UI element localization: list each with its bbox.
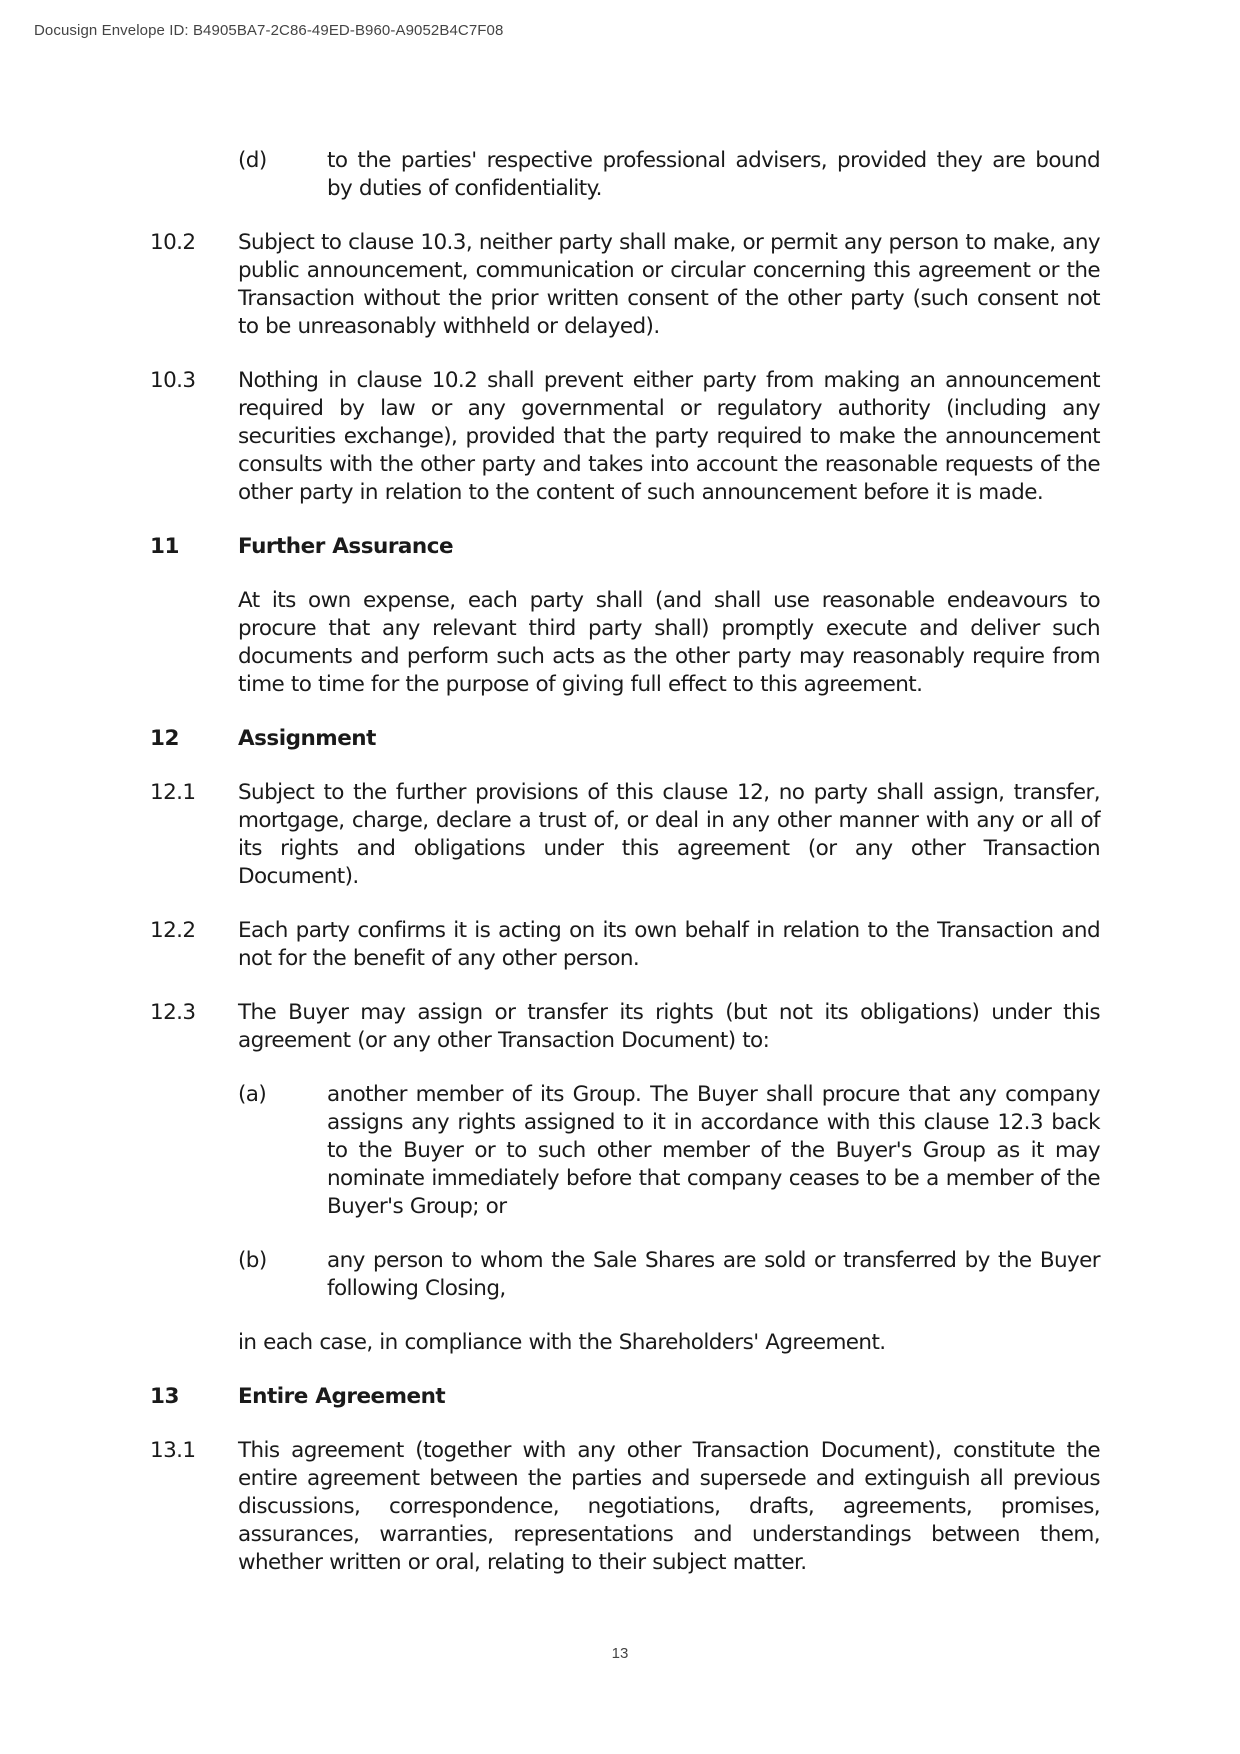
clause-12-3-a [238,1081,1100,1221]
clause-text: another member of its Group. The Buyer shall procure that any company assigns any rights assigned to it in accordance with this clause 12.3 back to the Buyer or to such other member of the Buyer's Group as it may nominate immediately before that company ceases to be a member of the Buyer's Group; or [327,1082,1100,1219]
section-title: Further Assurance [238,534,454,559]
section-title: Assignment [238,726,376,751]
clause-13-1 [150,1437,1100,1577]
clause-text: Subject to the further provisions of this clause 12, no party shall assign, transfer, mortgage, charge, declare a trust of, or deal in any other manner with any or all of its rights and obligations under this agreement (or any other Transaction Document). [238,780,1100,889]
clause-text: The Buyer may assign or transfer its rights (but not its obligations) under this agreement (or any other Transaction Document) to: [238,1000,1100,1053]
clause-number: (b) [238,1248,267,1273]
clause-12-1 [150,779,1100,891]
clause-text: Subject to clause 10.3, neither party shall make, or permit any person to make, any public announcement, communication or circular concerning this agreement or the Transaction without the prior written consent of the other party (such consent not to be unreasonably withheld or delayed). [238,230,1100,339]
clause-10-2 [150,229,1100,341]
clause-text: to the parties' respective professional advisers, provided they are bound by duties of confidentiality. [327,148,1100,201]
clause-number: 13.1 [150,1438,196,1463]
clause-10-3 [150,367,1100,507]
section-12-heading [150,725,1100,753]
page-number: 13 [611,1645,629,1662]
clause-number: (a) [238,1082,267,1107]
section-number: 13 [150,1384,179,1409]
section-number: 11 [150,534,179,559]
clause-text: This agreement (together with any other Transaction Document), constitute the entire agreement between the parties and supersede and extinguish all previous discussions, correspondence, negotiations, drafts, agreements, promises, assurances, warranties, representations and understandings between them, whether written or oral, relating to their subject matter. [238,1438,1100,1575]
section-number: 12 [150,726,179,751]
clause-number: 12.1 [150,780,196,805]
clause-12-3 [150,999,1100,1055]
clause-number: 10.2 [150,230,196,255]
section-title: Entire Agreement [238,1384,446,1409]
section-11-body [238,587,1100,699]
clause-number: 10.3 [150,368,196,393]
clause-text: Each party confirms it is acting on its own behalf in relation to the Transaction and not for the benefit of any other person. [238,918,1100,971]
clause-text: any person to whom the Sale Shares are sold or transferred by the Buyer following Closing, [327,1248,1100,1301]
clause-text: Nothing in clause 10.2 shall prevent either party from making an announcement required by law or any governmental or regulatory authority (including any securities exchange), provided that the party required to make the announcement consults with the other party and takes into account the reasonable requests of the other party in relation to the content of such announcement before it is made. [238,368,1100,505]
clause-text: in each case, in compliance with the Shareholders' Agreement. [238,1330,886,1355]
envelope-id: Docusign Envelope ID: B4905BA7-2C86-49ED-B960-A9052B4C7F08 [34,22,504,39]
section-13-heading [150,1383,1100,1411]
clause-12-3-tail [238,1329,1100,1357]
clause-12-3-b [238,1247,1100,1303]
clause-12-2 [150,917,1100,973]
clause-number: 12.3 [150,1000,196,1025]
clause-10-1-d [238,147,1100,203]
document-body [150,147,1100,1577]
clause-number: 12.2 [150,918,196,943]
section-11-heading [150,533,1100,561]
clause-number: (d) [238,148,267,173]
clause-text: At its own expense, each party shall (and shall use reasonable endeavours to procure that any relevant third party shall) promptly execute and deliver such documents and perform such acts as the other party may reasonably require from time to time for the purpose of giving full effect to this agreement. [238,588,1100,697]
